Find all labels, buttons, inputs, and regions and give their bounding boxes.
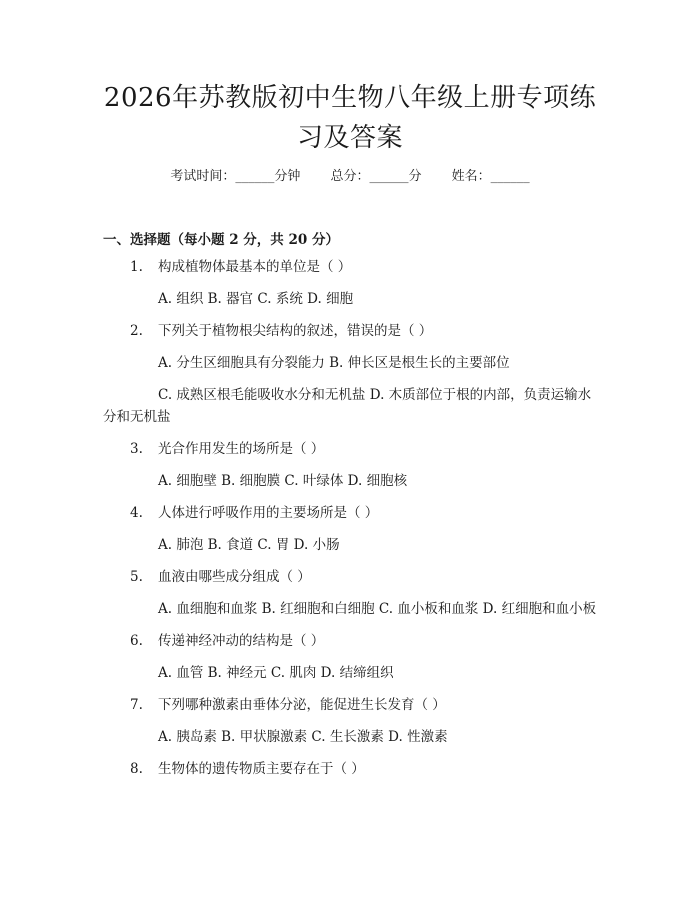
question-options: A. 细胞壁 B. 细胞膜 C. 叶绿体 D. 细胞核	[158, 473, 408, 489]
question-number: 1.	[130, 259, 143, 275]
question-7	[103, 696, 603, 714]
question-stem: 构成植物体最基本的单位是（ ）	[158, 259, 352, 275]
question-options: A. 肺泡 B. 食道 C. 胃 D. 小肠	[158, 537, 340, 553]
question-options: A. 胰岛素 B. 甲状腺激素 C. 生长激素 D. 性激素	[158, 729, 448, 745]
question-options: A. 血管 B. 神经元 C. 肌肉 D. 结缔组织	[158, 665, 394, 681]
question-number: 8.	[130, 761, 143, 777]
question-stem: 下列哪种激素由垂体分泌，能促进生长发育（ ）	[158, 697, 446, 713]
document-title: 2026年苏教版初中生物八年级上册专项练习及答案	[103, 83, 597, 153]
question-options: A. 组织 B. 器官 C. 系统 D. 细胞	[158, 291, 354, 307]
question-stem: 传递神经冲动的结构是（ ）	[158, 633, 325, 649]
question-3	[103, 440, 603, 458]
question-2	[103, 322, 603, 340]
question-stem: 光合作用发生的场所是（ ）	[158, 441, 325, 457]
exam-time-field: 考试时间：______分钟	[170, 169, 301, 184]
question-stem: 生物体的遗传物质主要存在于（ ）	[158, 761, 365, 777]
question-stem: 血液由哪些成分组成（ ）	[158, 569, 311, 585]
question-options: A. 分生区细胞具有分裂能力 B. 伸长区是根生长的主要部位	[158, 355, 510, 371]
question-number: 4.	[130, 505, 143, 521]
question-options: A. 血细胞和血浆 B. 红细胞和白细胞 C. 血小板和血浆 D. 红细胞和血小板	[158, 601, 597, 617]
question-5	[103, 568, 603, 586]
question-8	[103, 760, 603, 778]
question-stem: 下列关于植物根尖结构的叙述，错误的是（ ）	[158, 323, 433, 339]
question-4	[103, 504, 603, 522]
question-number: 6.	[130, 633, 143, 649]
question-number: 5.	[130, 569, 143, 585]
exam-meta	[0, 168, 700, 186]
question-options: C. 成熟区根毛能吸收水分和无机盐 D. 木质部位于根的内部，负责运输水分和无机盐	[103, 387, 592, 425]
question-6	[103, 632, 603, 650]
question-number: 7.	[130, 697, 143, 713]
question-list	[103, 258, 603, 792]
question-1	[103, 258, 603, 276]
student-name-field: 姓名：______	[451, 169, 530, 184]
question-number: 2.	[130, 323, 143, 339]
question-stem: 人体进行呼吸作用的主要场所是（ ）	[158, 505, 379, 521]
section-heading: 一、选择题（每小题 2 分，共 20 分）	[103, 232, 339, 248]
total-score-field: 总分：______分	[330, 169, 422, 184]
question-number: 3.	[130, 441, 143, 457]
